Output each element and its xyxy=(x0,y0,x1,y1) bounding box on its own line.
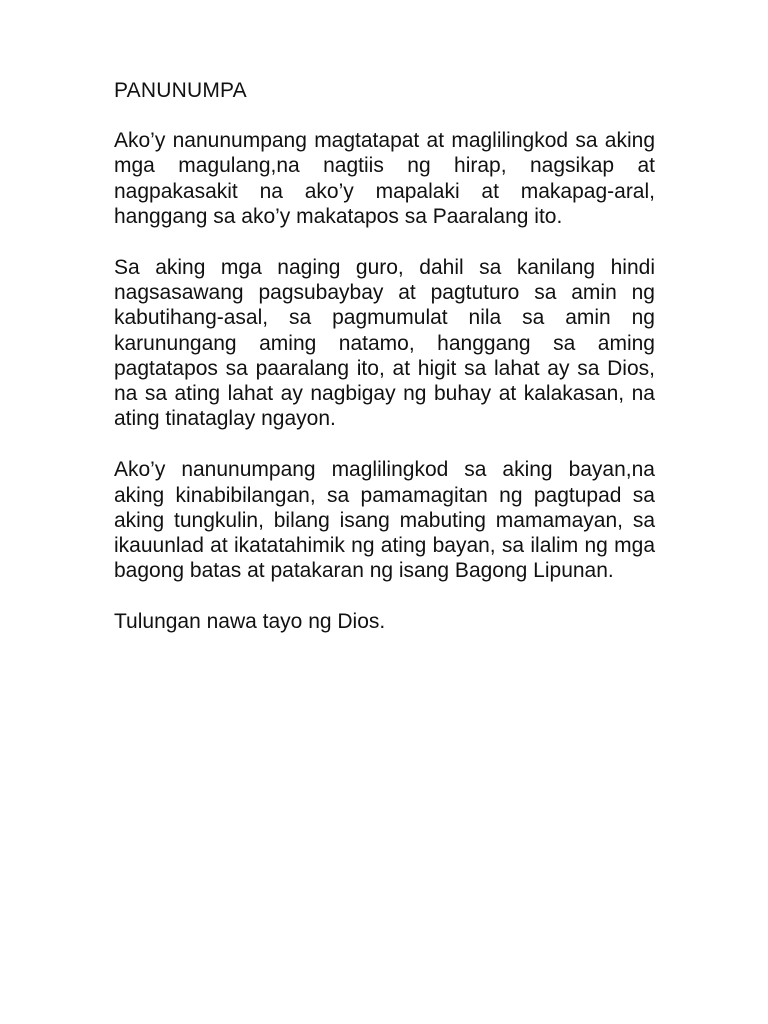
document-page xyxy=(114,78,655,635)
document-title: PANUNUMPA xyxy=(114,79,247,102)
paragraph-parents: Ako’y nanunumpang magtatapat at maglilingkod sa aking mga magulang,na nagtiis ng hirap, nagsikap at nagpakasakit na ako’y mapalaki at makapag-aral, hanggang sa ako’y makatapos sa Paaralang ito. xyxy=(114,129,655,228)
paragraph-country: Ako’y nanunumpang maglilingkod sa aking bayan,na aking kinabibilangan, sa pamamagitan ng pagtupad sa aking tungkulin, bilang isang mabuting mamamayan, sa ikauunlad at ikatatahimik ng ating bayan, sa ilalim ng mga bagong batas at patakaran ng isang Bagong Lipunan. xyxy=(114,458,655,583)
closing-line: Tulungan nawa tayo ng Dios. xyxy=(114,610,386,634)
paragraph-teachers: Sa aking mga naging guro, dahil sa kanilang hindi nagsasawang pagsubaybay at pagtuturo sa amin ng kabutihang-asal, sa pagmumulat nila sa amin ng karunungang aming natamo, hanggang sa aming pagtatapos sa paaralang ito, at higit sa lahat ay sa Dios, na sa ating lahat ay nagbigay ng buhay at kalakasan, na ating tinataglay ngayon. xyxy=(114,256,655,431)
